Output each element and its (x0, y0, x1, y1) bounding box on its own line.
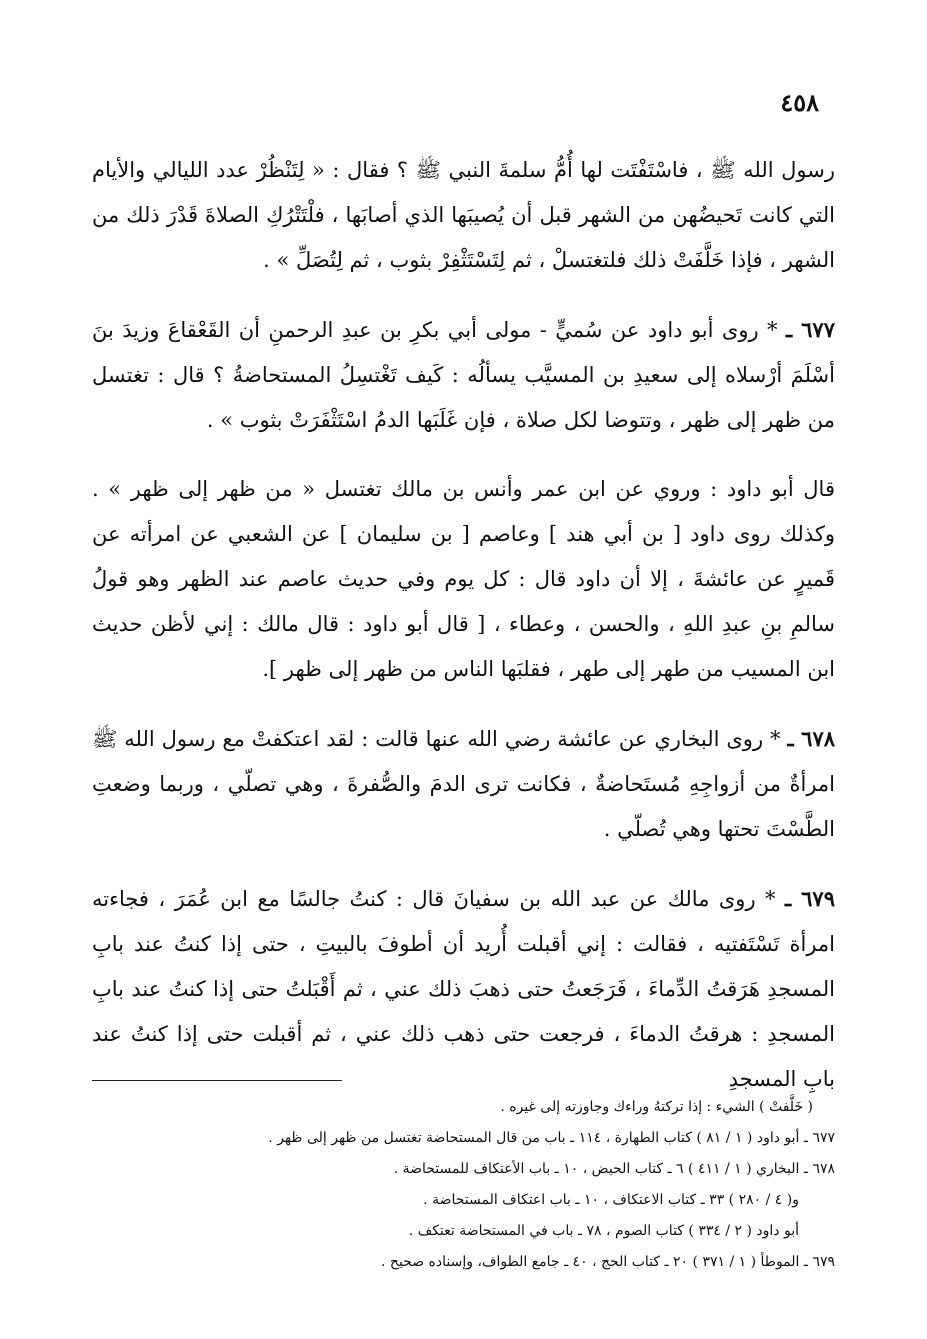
footnote: ٦٧٩ ـ الموطأ ( ١ / ٣٧١ ) ٢٠ ـ كتاب الحج ، ٤٠ ـ جامع الطواف، وإسناده صحيح . (381, 1254, 835, 1270)
hadith-678 (92, 716, 835, 852)
hadith-number: ٦٧٧ ـ (785, 317, 835, 342)
paragraph-continuation (92, 148, 835, 283)
paragraph-text: * روى أبو داود عن سُميٍّ - مولى أبي بكرِ بن عبدِ الرحمنِ أن القَعْقاعَ وزيدَ بنَ أسْلَمَ أرْسلاه إلى سعيدِ بن المسيَّب يسألُه : كَيف تَغْتسِلُ المستحاضةُ ؟ قال : تغتسل من ظهر إلى ظهر ، وتتوضا لكل صلاة ، فإن غَلَبَها الدمُ اسْتَثْفَرَتْ بثوب » . (92, 318, 835, 432)
footnote: أبو داود ( ٢ / ٣٣٤ ) كتاب الصوم ، ٧٨ ـ باب في المستحاضة تعتكف . (408, 1223, 799, 1239)
footnote: ٦٧٧ ـ أبو داود ( ١ / ٨١ ) كتاب الطهارة ، ١١٤ ـ باب من قال المستحاضة تغتسل من ظهر إلى ظهر . (268, 1130, 835, 1146)
paragraph-text: * روى البخاري عن عائشة رضي الله عنها قالت : لقد اعتكفتْ مع رسول الله ﷺ امرأةٌ من أزواجِهِ مُستَحاضةٌ ، فكانت ترى الدمَ والصُّفرةَ ، وهي تصلّي ، وربما وضعتِ الطَّسْتَ تحتها وهي تُصلّي . (92, 727, 835, 841)
hadith-677 (92, 307, 835, 443)
hadith-number: ٦٧٩ ـ (784, 886, 835, 911)
hadith-679 (92, 876, 835, 1102)
paragraph-text: قال أبو داود : وروي عن ابن عمر وأنس بن مالك تغتسل « من ظهر إلى ظهر » . وكذلك روى داود [ بن أبي هند ] وعاصم [ بن سليمان ] عن الشعبي عن امرأته عن قَميرٍ عن عائشةَ ، إلا أن داود قال : كل يوم وفي حديث عاصم عند الظهر وهو قولُ سالمِ بنِ عبدِ اللهِ ، والحسن ، وعطاء ، [ قال أبو داود : قال مالك : إني لأظن حديث ابن المسيب من طهر إلى طهر ، فقلبَها الناس من ظهر إلى ظهر ]. (92, 477, 835, 681)
footnotes (92, 1092, 835, 1278)
page-number: ٤٥٨ (780, 88, 819, 117)
main-text (92, 148, 835, 1126)
footnote-divider (92, 1080, 342, 1081)
abu-dawud-note (92, 467, 835, 692)
footnote: ( خَلَّفتْ ) الشيء : إذا تركتهُ وراءك وجاوزته إلى غيره . (500, 1099, 813, 1115)
paragraph-text: * روى مالك عن عبد الله بن سفيانَ قال : كنتُ جالسًا مع ابن عُمَرَ ، فجاءته امرأة تَسْتَفتيه ، فقالت : إني أقبلت أُريد أن أطوفَ بالبيتِ ، حتى إذا كنتُ عند بابِ المسجدِ هَرَقتُ الدِّماءَ ، فَرَجَعتُ حتى ذهبَ ذلك عني ، ثم أَقْبَلتُ حتى إذا كنتُ عند بابِ المسجدِ : هرقتُ الدماءَ ، فرجعت حتى ذهب ذلك عني ، ثم أقبلت حتى إذا كنتُ عند بابِ المسجدِ (92, 887, 835, 1091)
hadith-number: ٦٧٨ ـ (787, 726, 836, 751)
footnote: و( ٤ / ٢٨٠ ) ٣٣ ـ كتاب الاعتكاف ، ١٠ ـ باب اعتكاف المستحاضة . (423, 1192, 799, 1208)
paragraph-text: رسول الله ﷺ ، فاسْتَفْتَت لها أُمُّ سلمةَ النبي ﷺ ؟ فقال : « لِتَنْظُرْ عدد الليالي والأيام التي كانت تَحيضُهن من الشهر قبل أن يُصيبَها الذي أصابَها ، فلْتَتْرُكِ الصلاةَ قَدْرَ ذلك من الشهر ، فإذا خَلَّفَتْ ذلك فلتغتسلْ ، ثم لِتَسْتَثْفِرْ بثوب ، ثم لِتُصَلِّ » . (92, 158, 835, 272)
footnote: ٦٧٨ ـ البخاري ( ١ / ٤١١ ) ٦ ـ كتاب الحيض ، ١٠ ـ باب الأعتكاف للمستحاضة . (393, 1161, 835, 1177)
